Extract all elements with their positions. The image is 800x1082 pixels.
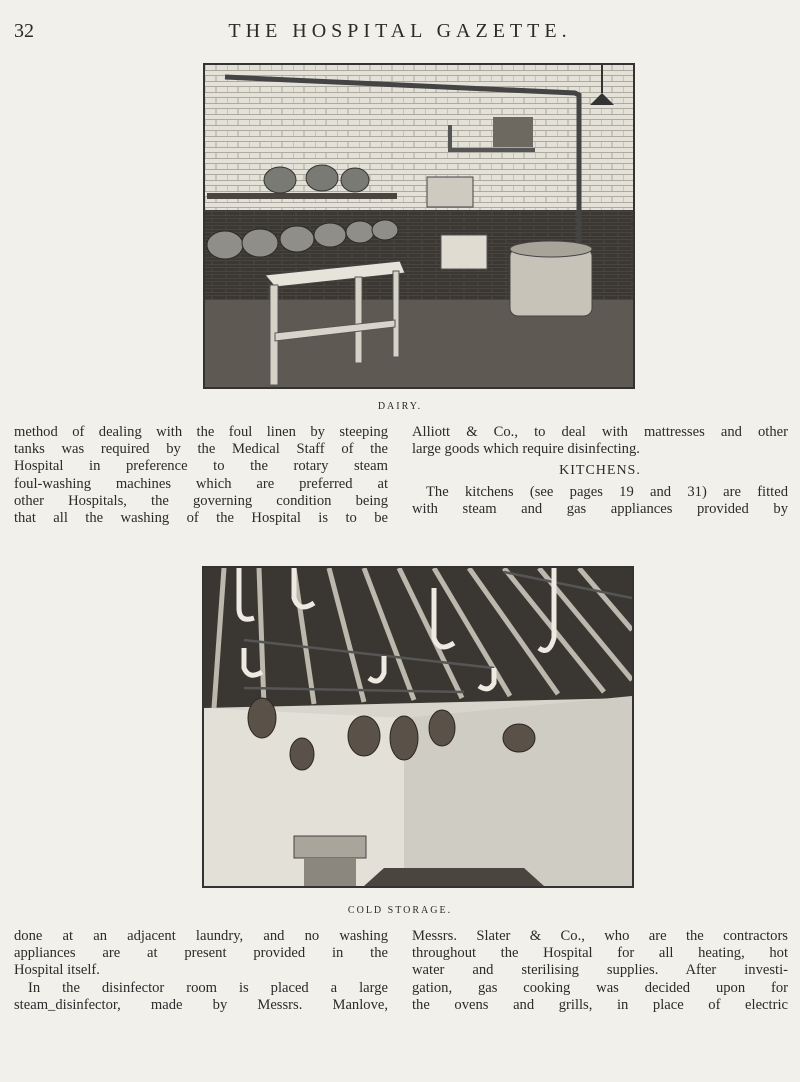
column-upper-left: [14, 424, 388, 527]
text-line: water and sterilising supplies. After investi-: [412, 962, 788, 979]
text-line: Messrs. Slater & Co., who are the contractors: [412, 928, 788, 944]
dairy-photograph: [203, 63, 635, 389]
text-line: steam_disinfector, made by Messrs. Manlove,: [14, 996, 388, 1013]
text-line: In the disinfector room is placed a large: [28, 979, 388, 996]
text-line: Hospital itself.: [14, 962, 100, 979]
section-heading-kitchens: KITCHENS.: [559, 463, 641, 479]
text-line: method of dealing with the foul linen by steeping: [14, 424, 388, 440]
text-line: The kitchens (see pages 19 and 31) are fitted: [426, 483, 788, 500]
figure-caption-cold-storage: COLD STORAGE.: [347, 905, 453, 916]
text-line: gation, gas cooking was decided upon for: [412, 979, 788, 996]
text-line: the ovens and grills, in place of electric: [412, 996, 788, 1013]
column-upper-right: [412, 424, 788, 518]
figure-caption-dairy: DAIRY.: [377, 401, 423, 412]
text-line: large goods which require disinfecting.: [412, 441, 640, 458]
running-title: THE HOSPITAL GAZETTE.: [228, 20, 572, 42]
text-line: throughout the Hospital for all heating, hot: [412, 945, 788, 962]
text-line: other Hospitals, the governing condition being: [14, 492, 388, 509]
text-line: done at an adjacent laundry, and no washing: [14, 928, 388, 944]
text-line: with steam and gas appliances provided by: [412, 500, 788, 517]
page-header: [0, 18, 800, 48]
page-number: 32: [14, 20, 34, 42]
text-line: Alliott & Co., to deal with mattresses and other: [412, 424, 788, 440]
cold-storage-photograph: [202, 566, 634, 888]
column-lower-left: [14, 928, 388, 1014]
text-line: that all the washing of the Hospital is to be: [14, 510, 388, 527]
text-line: foul-washing machines which are preferred at: [14, 475, 388, 492]
column-lower-right: [412, 928, 788, 1014]
text-line: Hospital in preference to the rotary steam: [14, 458, 388, 475]
text-line: tanks was required by the Medical Staff of the: [14, 441, 388, 458]
text-line: appliances are at present provided in the: [14, 945, 388, 962]
